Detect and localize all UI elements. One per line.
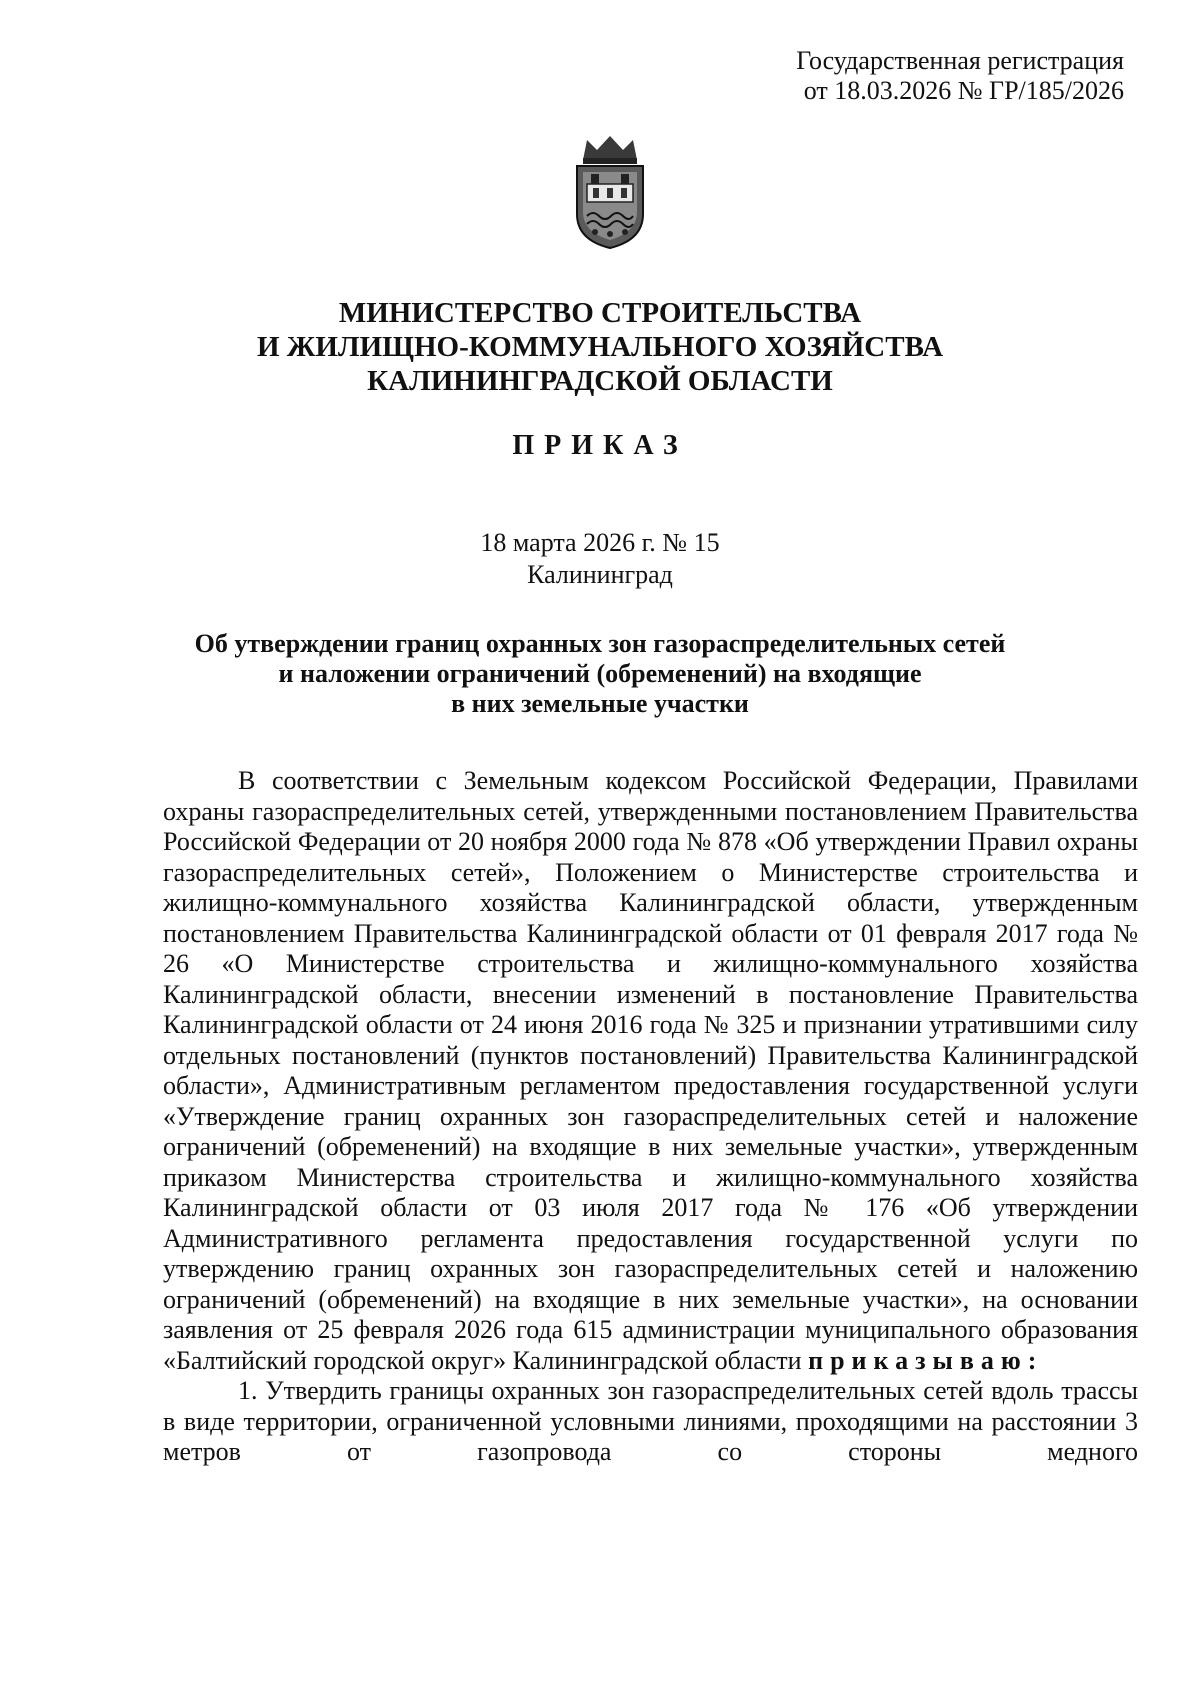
registration-stamp: [796, 46, 1124, 106]
registration-label: Государственная регистрация: [796, 46, 1124, 75]
city: Калининград: [527, 560, 673, 589]
preamble-text: В соответствии с Земельным кодексом Российской Федерации, Правилами охраны газораспределительных сетей, утвержденными постановлением Правительства Российской Федерации от 20 ноября 2000 года № 878 «Об утверждении Правил охраны газораспределительных сетей», Положением о Министерстве строительства и жилищно-коммунального хозяйства Калининградской области, утвержденным постановлением Правительства Калининградской области от 01 февраля 2017 года № 26 «О Министерстве строительства и жилищно-коммунального хозяйства Калининградской области, внесении изменений в постановление Правительства Калининградской области от 24 июня 2016 года № 325 и признании утратившими силу отдельных постановлений (пунктов постановлений) Правительства Калининградской области», Административным регламентом предоставления государственной услуги «Утверждение границ охранных зон газораспределительных сетей и наложение ограничений (обременений) на входящие в них земельные участки», утвержденным приказом Министерства строительства и жилищно-коммунального хозяйства Калининградской области от 03 июля 2017 года № 176 «Об утверждении Административного регламента предоставления государственной услуги по утверждению границ охранных зон газораспределительных сетей и наложению ограничений (обременений) на входящие в них земельные участки», на основании заявления от 25 февраля 2026 года 615 администрации муниципального образования «Балтийский городской округ» Калининградской области: [163, 766, 1138, 1375]
subject-line3: в них земельные участки: [451, 689, 749, 718]
item-1-paragraph: 1. Утвердить границы охранных зон газораспределительных сетей вдоль трассы в виде территории, ограниченной условными линиями, проходящими на расстоянии 3 метров от газопровода со стороны медного: [163, 1376, 1138, 1466]
ministry-title: [0, 296, 1200, 398]
subject-line2: и наложении ограничений (обременений) на входящие: [278, 659, 922, 688]
document-type: ПРИКАЗ: [512, 430, 688, 461]
subject-line1: Об утверждении границ охранных зон газораспределительных сетей: [194, 629, 1006, 658]
registration-number: от 18.03.2026 № ГР/185/2026: [803, 76, 1124, 105]
ministry-title-line2: И ЖИЛИЩНО-КОММУНАЛЬНОГО ХОЗЯЙСТВА: [256, 331, 944, 363]
order-word: приказываю:: [808, 1345, 1044, 1375]
date-and-number-block: [0, 527, 1200, 591]
kaliningrad-coat-of-arms-icon: [565, 132, 655, 252]
document-subject: [0, 629, 1200, 719]
preamble-paragraph: [163, 766, 1138, 1376]
ministry-title-line1: МИНИСТЕРСТВО СТРОИТЕЛЬСТВА: [338, 297, 862, 329]
date-number: 18 марта 2026 г. № 15: [480, 528, 720, 557]
document-body: [163, 766, 1138, 1468]
ministry-title-line3: КАЛИНИНГРАДСКОЙ ОБЛАСТИ: [367, 365, 833, 397]
